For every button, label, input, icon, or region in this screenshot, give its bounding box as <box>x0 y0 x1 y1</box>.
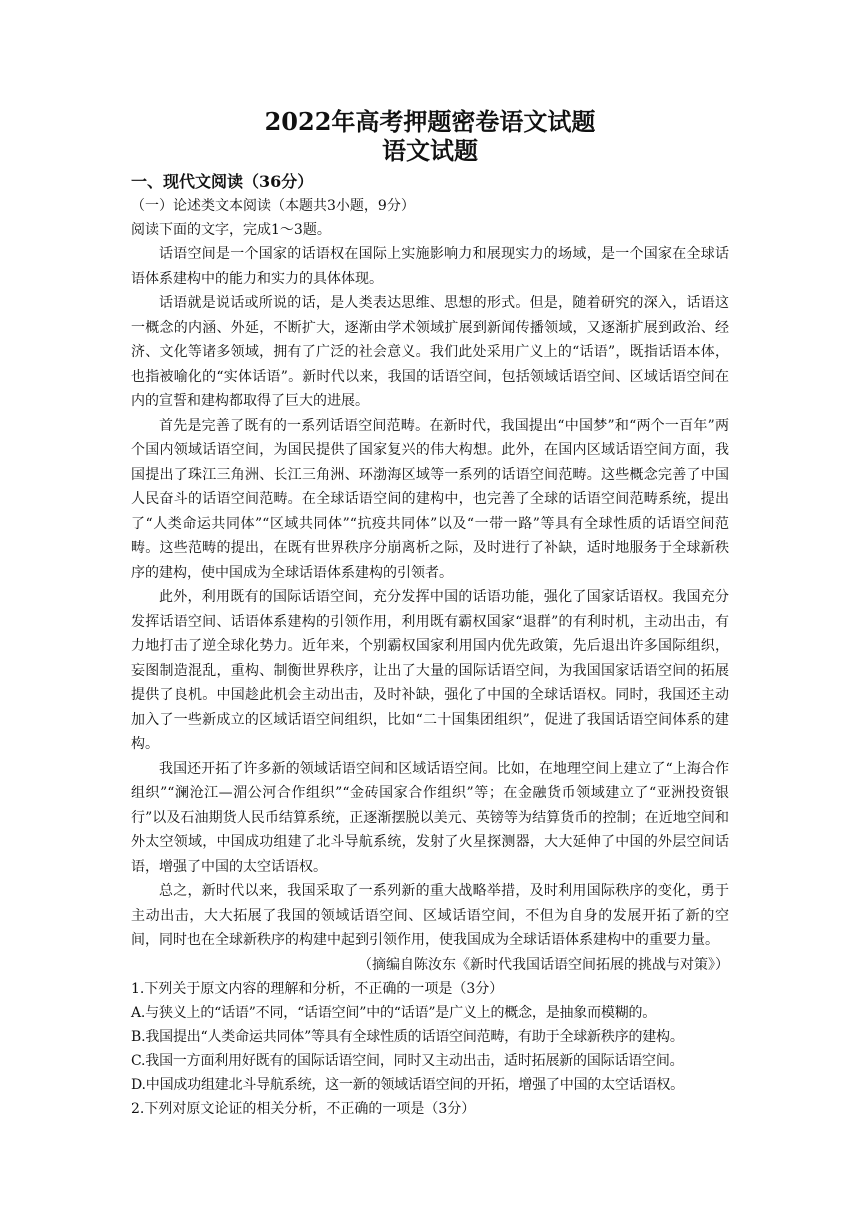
exam-content <box>131 170 729 1121</box>
passage-paragraph-1: 话语空间是一个国家的话语权在国际上实施影响力和展现实力的场域，是一个国家在全球话语体系建构中的能力和实力的具体体现。 <box>131 246 729 287</box>
exam-subtitle: 语文试题 <box>382 136 478 165</box>
passage-source: （摘编自陈汝东《新时代我国话语空间拓展的挑战与对策》） <box>358 956 729 973</box>
reading-instruction: 阅读下面的文字，完成1～3题。 <box>131 222 331 238</box>
question-1-stem: 1.下列关于原文内容的理解和分析，不正确的一项是（3分） <box>131 980 504 997</box>
question-1-option-c: C.我国一方面利用好既有的国际话语空间，同时又主动出击，适时拓展新的国际话语空间。 <box>131 1052 684 1069</box>
passage-paragraph-6: 总之，新时代以来，我国采取了一系列新的重大战略举措，及时利用国际秩序的变化，勇于主动出击，大大拓展了我国的领域话语空间、区域话语空间，不但为自身的发展开拓了新的空间，同时也在全球新秩序的构建中起到引领作用，使我国成为全球话语体系建构中的重要力量。 <box>131 883 729 948</box>
passage-paragraph-5: 我国还开拓了许多新的领域话语空间和区域话语空间。比如，在地理空间上建立了“上海合作组织”“澜沧江—湄公河合作组织”“金砖国家合作组织”等；在金融货币领域建立了“亚洲投资银行”以及石油期货人民币结算系统，正逐渐摆脱以美元、英镑等为结算货币的控制；在近地空间和外太空领域，中国成功组建了北斗导航系统，发射了火星探测器，大大延伸了中国的外层空间话语，增强了中国的太空话语权。 <box>131 760 729 875</box>
passage-paragraph-2: 话语就是说话或所说的话，是人类表达思维、思想的形式。但是，随着研究的深入，话语这一概念的内涵、外延，不断扩大，逐渐由学术领域扩展到新闻传播领域，又逐渐扩展到政治、经济、文化等诸多领域，拥有了广泛的社会意义。我们此处采用广义上的“话语”，既指话语本体，也指被喻化的“实体话语”。新时代以来，我国的话语空间，包括领域话语空间、区域话语空间在内的宣誓和建构都取得了巨大的进展。 <box>131 295 729 409</box>
subsection-heading: （一）论述类文本阅读（本题共3小题，9分） <box>131 198 415 214</box>
passage-paragraph-4: 此外，利用既有的国际话语空间，充分发挥中国的话语功能，强化了国家话语权。我国充分发挥话语空间、话语体系建构的引领作用，利用既有霸权国家“退群”的有利时机，主动出击，有力地打击了逆全球化势力。近年来，个别霸权国家利用国内优先政策，先后退出许多国际组织，妄图制造混乱，重构、制衡世界秩序，让出了大量的国际话语空间，为我国国家话语空间的拓展提供了良机。中国趁此机会主动出击，及时补缺，强化了中国的全球话语权。同时，我国还主动加入了一些新成立的区域话语空间组织，比如“二十国集团组织”，促进了我国话语空间体系的建构。 <box>131 589 729 752</box>
question-1-option-d: D.中国成功组建北斗导航系统，这一新的领域话语空间的开拓，增强了中国的太空话语权。 <box>131 1076 684 1093</box>
section-heading: 一、现代文阅读（36分） <box>131 172 314 191</box>
question-1-option-a: A.与狭义上的“话语”不同，“话语空间”中的“话语”是广义上的概念，是抽象而模糊的。 <box>131 1004 657 1021</box>
question-1-option-b: B.我国提出“人类命运共同体”等具有全球性质的话语空间范畴，有助于全球新秩序的建构。 <box>131 1028 684 1045</box>
passage-paragraph-3: 首先是完善了既有的一系列话语空间范畴。在新时代，我国提出“中国梦”和“两个一百年”两个国内领域话语空间，为国民提供了国家复兴的伟大构想。此外，在国内区域话语空间方面，我国提出了珠江三角洲、长江三角洲、环渤海区域等一系列的话语空间范畴。这些概念完善了中国人民奋斗的话语空间范畴。在全球话语空间的建构中，也完善了全球的话语空间范畴系统，提出了“人类命运共同体”“区域共同体”“抗疫共同体”以及“一带一路”等具有全球性质的话语空间范畴。这些范畴的提出，在既有世界秩序分崩离析之际，及时进行了补缺，适时地服务于全球新秩序的建构，使中国成为全球话语体系建构的引领者。 <box>131 417 729 581</box>
question-2-stem: 2.下列对原文论证的相关分析，不正确的一项是（3分） <box>131 1100 476 1117</box>
exam-title: 2022年高考押题密卷语文试题 <box>264 107 596 136</box>
